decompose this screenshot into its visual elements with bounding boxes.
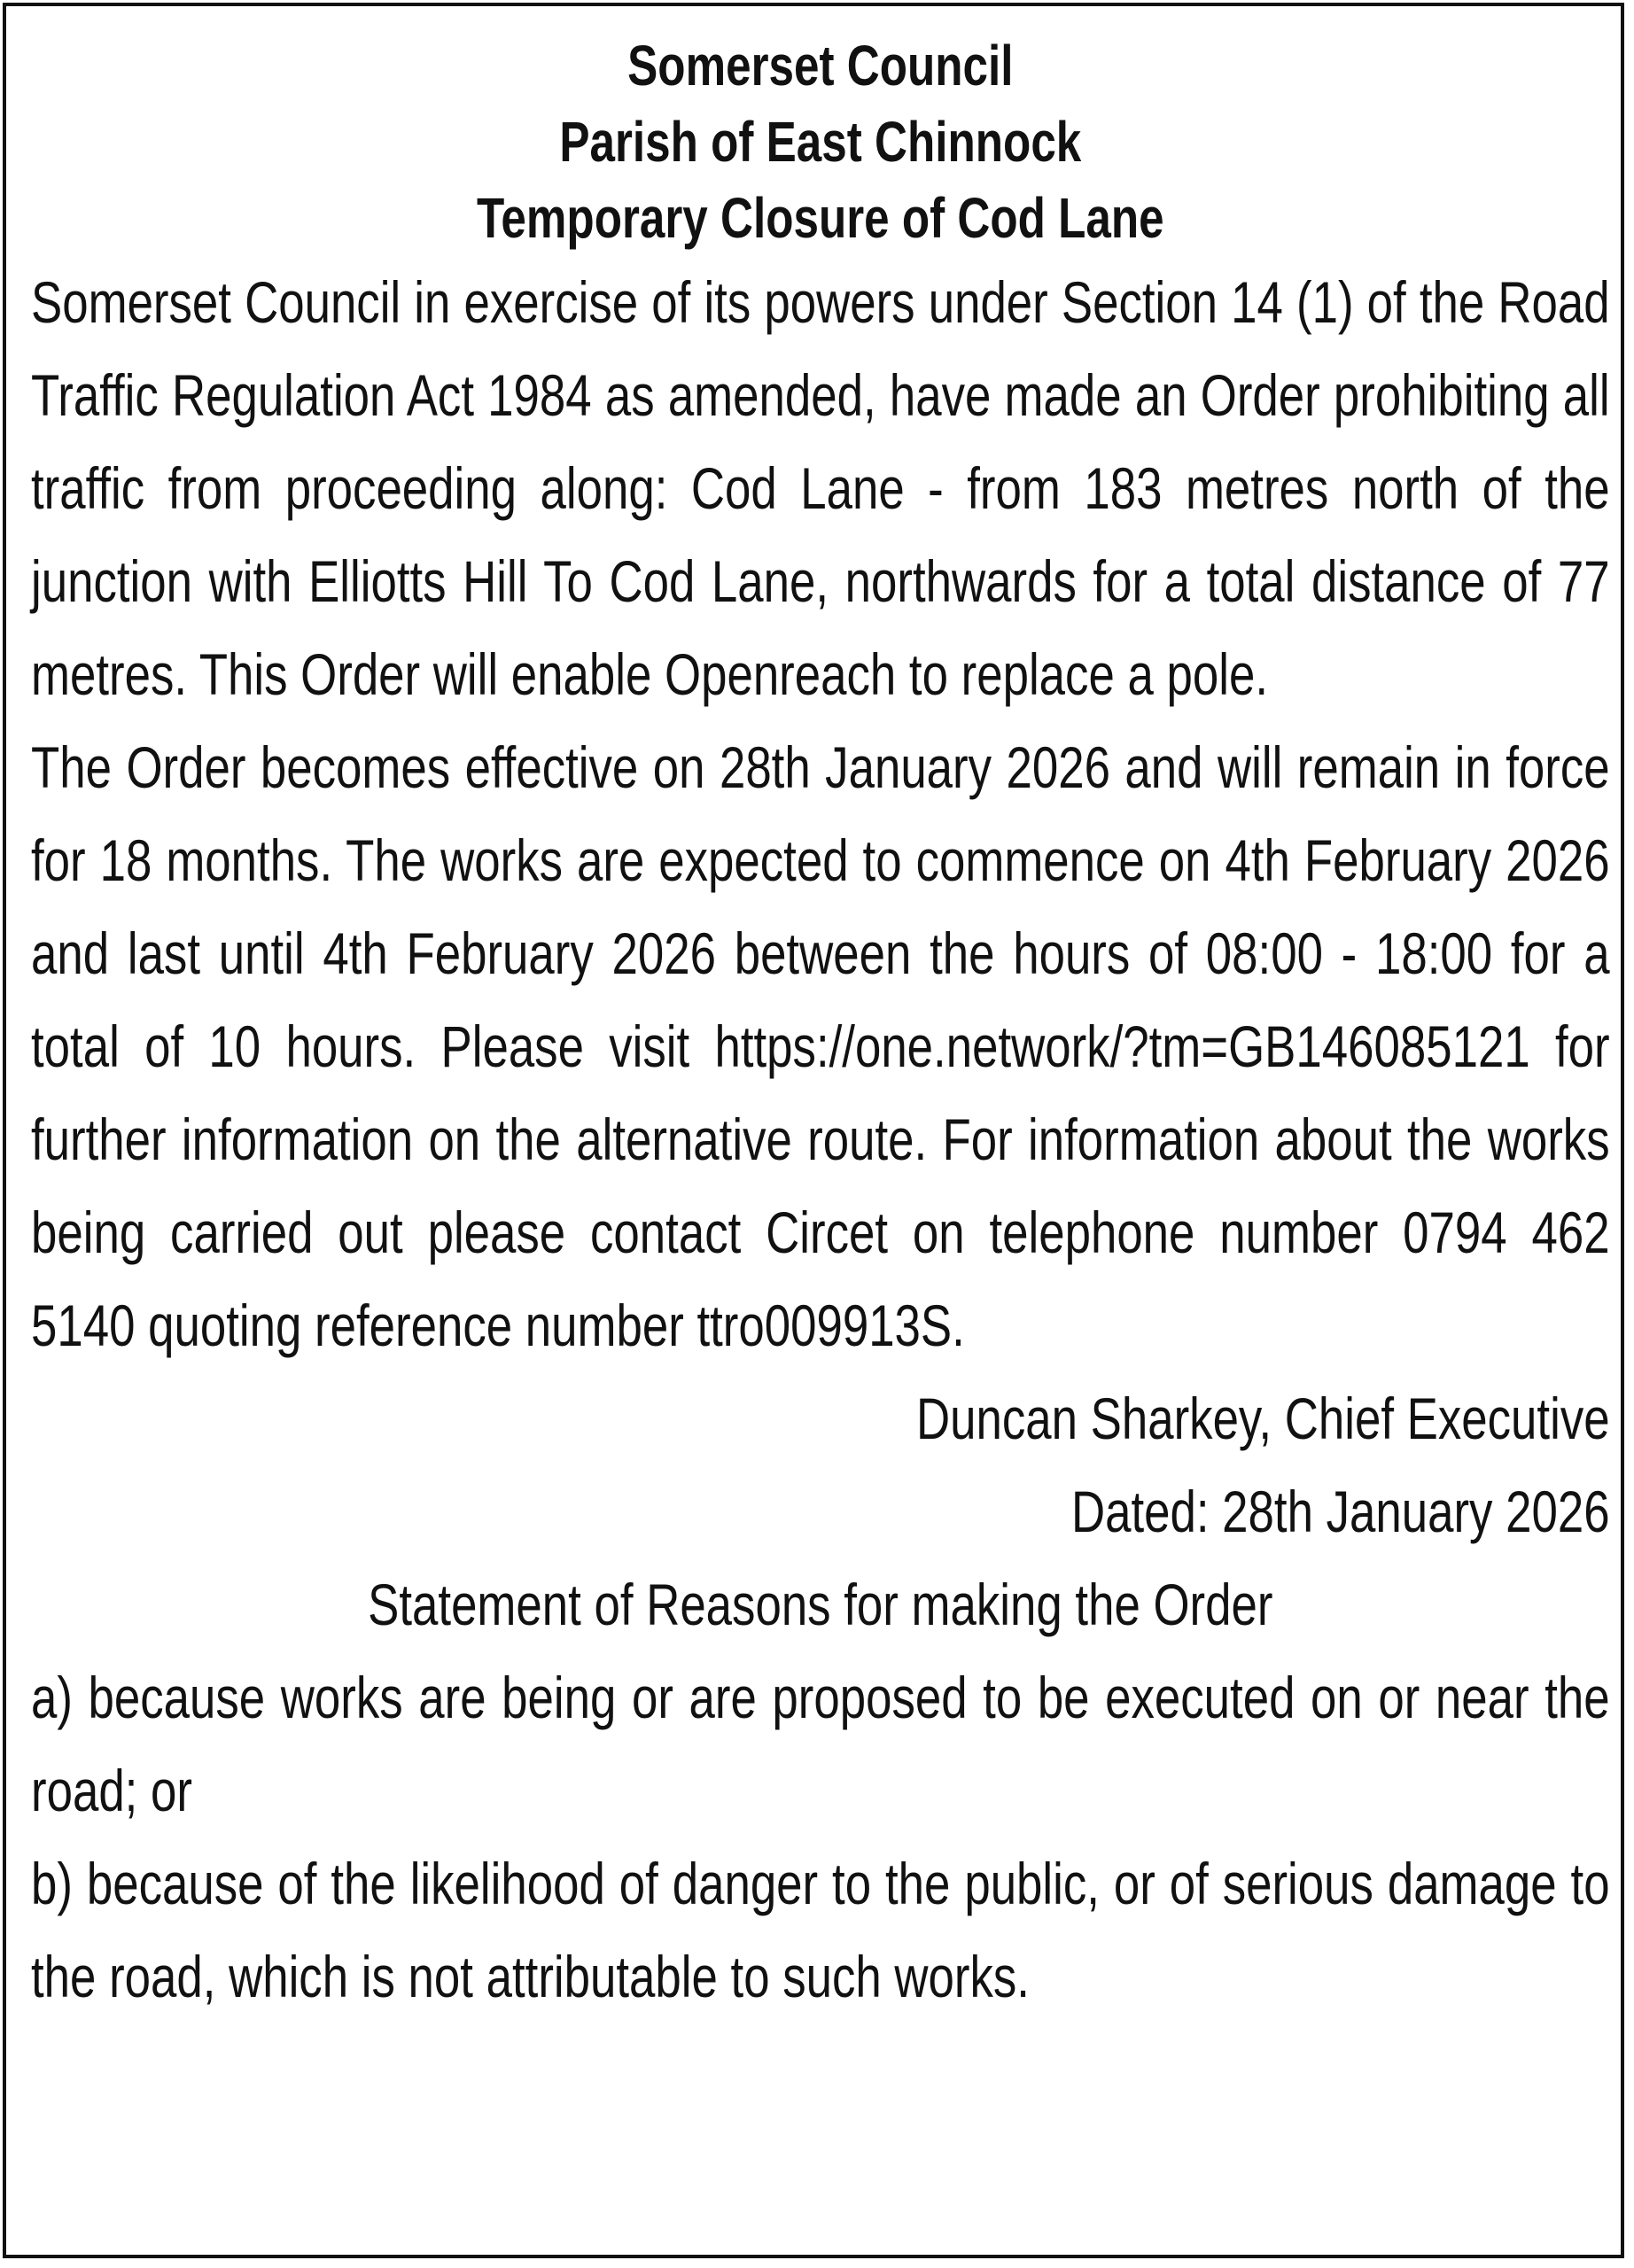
reasons-title: Statement of Reasons for making the Order	[368, 1572, 1273, 1637]
order-paragraph: Somerset Council in exercise of its powers under Section 14 (1) of the Road Traffic Regulation Act 1984 as amended, have made an Order prohibiting all traffic from proceeding along: Cod Lane - from 183 metres north of the junction with Elliotts Hill To Cod Lane, northwards for a total distance of 77 metres. This Order will enable Openreach to replace a pole.	[31, 269, 1610, 707]
notice-title: Temporary Closure of Cod Lane	[476, 186, 1164, 250]
works-paragraph: The Order becomes effective on 28th January 2026 and will remain in force for 18 months. The works are expected to commence on 4th February 2026 and last until 4th February 2026 between the hours of 08:00 - 18:00 for a total of 10 hours. Please visit https://one.network/?tm=GB146085121 for further information on the alternative route. For information about the works being carried out please contact Circet on telephone number 0794 462 5140 quoting reference number ttro009913S.	[31, 734, 1610, 1358]
notice-content	[31, 27, 1610, 2023]
public-notice	[3, 3, 1624, 2258]
dated-line: Dated: 28th January 2026	[1070, 1479, 1610, 1544]
parish-name: Parish of East Chinnock	[559, 110, 1082, 174]
signatory: Duncan Sharkey, Chief Executive	[915, 1386, 1610, 1451]
reason-a: a) because works are being or are proposed to be executed on or near the road; or	[31, 1665, 1610, 1823]
council-name: Somerset Council	[627, 34, 1014, 97]
reason-b: b) because of the likelihood of danger to the public, or of serious damage to the road, which is not attributable to such works.	[31, 1851, 1610, 2009]
